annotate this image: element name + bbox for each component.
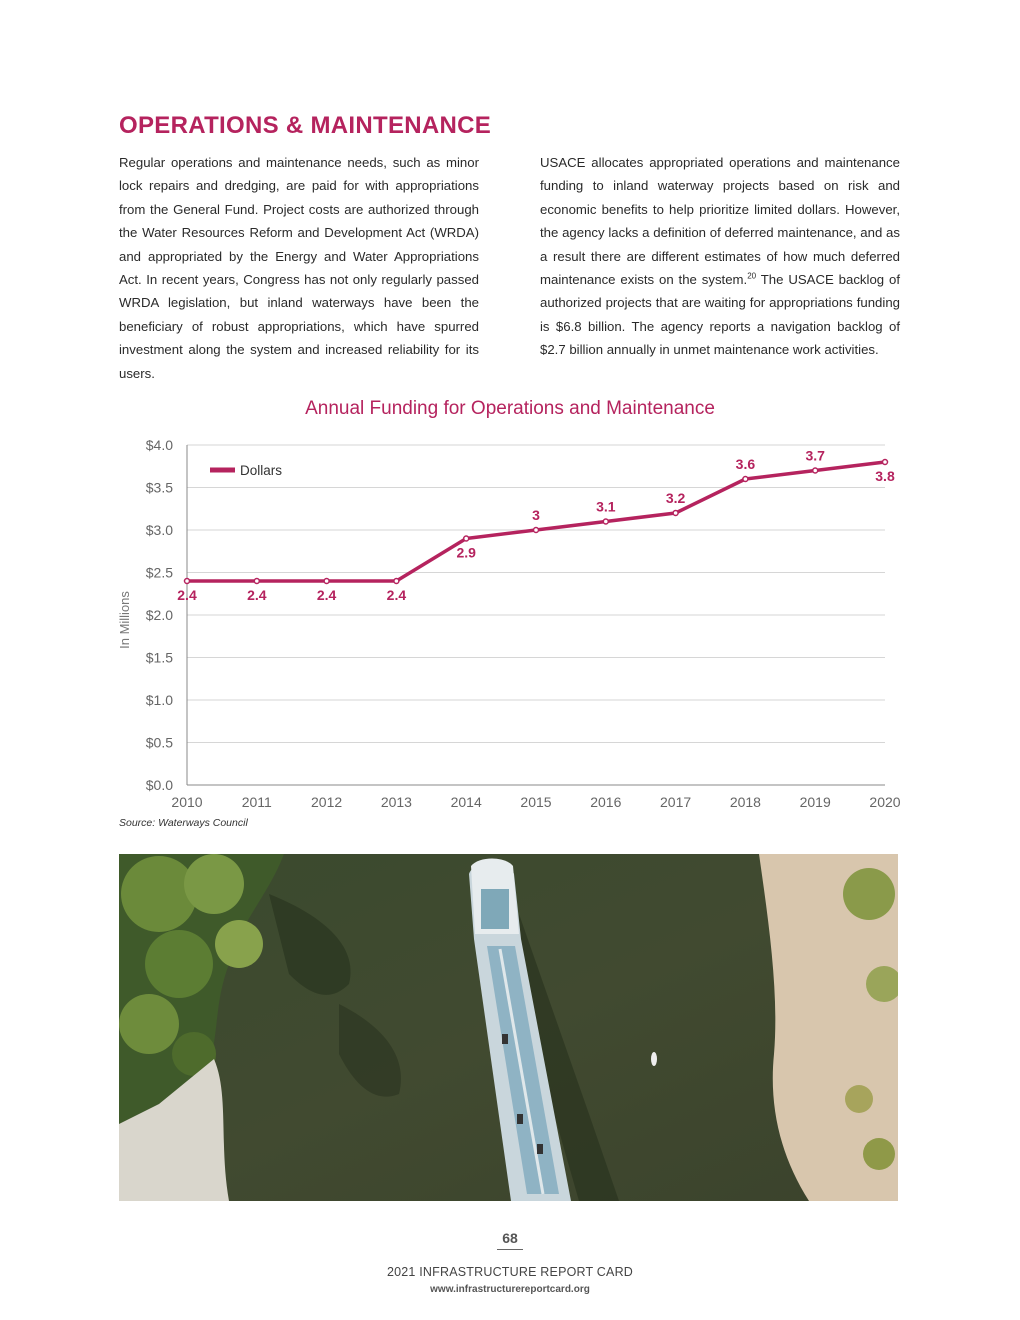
data-label: 2.4 — [386, 587, 407, 603]
right-paragraph-part2: The USACE backlog of authorized projects that are waiting for appropriations funding is $6.8 billion. The agency reports a navigation backlog of $2.7 billion annually in unmet maintenance work activities. — [540, 272, 900, 358]
funding-line-chart — [0, 430, 1020, 816]
data-label: 3.2 — [665, 490, 686, 506]
data-label: 2.4 — [316, 587, 337, 603]
data-point — [673, 511, 678, 516]
y-tick-label: $0.0 — [145, 777, 173, 793]
x-tick-label: 2014 — [450, 794, 482, 810]
data-label: 3 — [532, 507, 540, 523]
data-point — [185, 579, 190, 584]
x-tick-label: 2013 — [380, 794, 412, 810]
x-tick-label: 2020 — [869, 794, 901, 810]
x-tick-label: 2011 — [241, 794, 272, 810]
section-heading: OPERATIONS & MAINTENANCE — [119, 112, 492, 139]
data-point — [254, 579, 259, 584]
data-label: 2.4 — [177, 587, 197, 603]
data-point — [603, 519, 608, 524]
x-tick-label: 2015 — [520, 794, 552, 810]
footnote-ref[interactable]: 20 — [747, 271, 757, 281]
data-point — [883, 460, 888, 465]
data-label: 3.6 — [735, 456, 756, 472]
y-tick-label: $3.0 — [145, 522, 173, 538]
data-point — [743, 477, 748, 482]
data-point — [324, 579, 329, 584]
legend-label-dollars: Dollars — [240, 463, 283, 478]
y-tick-label: $0.5 — [145, 734, 173, 751]
chart-title: Annual Funding for Operations and Maintenance — [305, 398, 715, 419]
x-tick-label: 2016 — [590, 794, 622, 810]
x-tick-label: 2010 — [171, 794, 203, 810]
data-point — [534, 528, 539, 533]
barge-aerial-photo — [119, 854, 898, 1201]
data-point — [394, 579, 399, 584]
footer-title: 2021 INFRASTRUCTURE REPORT CARD — [386, 1265, 634, 1279]
data-label: 3.7 — [805, 447, 825, 464]
data-point — [813, 468, 818, 473]
right-paragraph — [540, 151, 900, 362]
source-note: Source: Waterways Council — [119, 817, 248, 829]
x-tick-label: 2018 — [729, 794, 761, 810]
data-point — [464, 536, 469, 541]
data-label: 3.8 — [875, 468, 895, 484]
right-paragraph-part1: USACE allocates appropriated operations and maintenance funding to inland waterway projects based on risk and economic benefits to help prioritize limited dollars. However, the agency lacks a definition of deferred maintenance, and as a result there are different estimates of how much deferred maintenance exists on the system. — [540, 155, 900, 288]
y-tick-label: $2.5 — [145, 564, 173, 581]
y-tick-label: $1.0 — [145, 692, 173, 708]
data-label: 2.4 — [247, 587, 267, 603]
x-tick-label: 2019 — [799, 794, 831, 810]
left-paragraph: Regular operations and maintenance needs, such as minor lock repairs and dredging, are paid for with appropriations from the General Fund. Project costs are authorized through the Water Resources Reform and Development Act (WRDA) and appropriated by the Energy and Water Appropriations Act. In recent years, Congress has not only regularly passed WRDA legislation, but inland waterways have been the beneficiary of robust appropriations, which have spurred investment along the system and increased reliability for its users. — [119, 155, 479, 381]
data-label: 3.1 — [596, 498, 616, 515]
footer-url[interactable]: www.infrastructurereportcard.org — [430, 1284, 590, 1295]
y-tick-label: $1.5 — [145, 649, 173, 666]
page-number-rule — [497, 1249, 523, 1250]
y-axis-label: In Millions — [117, 591, 132, 649]
x-tick-label: 2012 — [311, 794, 343, 810]
y-tick-label: $2.0 — [145, 607, 173, 623]
y-tick-label: $4.0 — [145, 437, 173, 453]
x-tick-label: 2017 — [660, 794, 692, 810]
page-number: 68 — [502, 1230, 518, 1246]
data-label: 2.9 — [456, 544, 476, 561]
y-tick-label: $3.5 — [145, 479, 173, 496]
